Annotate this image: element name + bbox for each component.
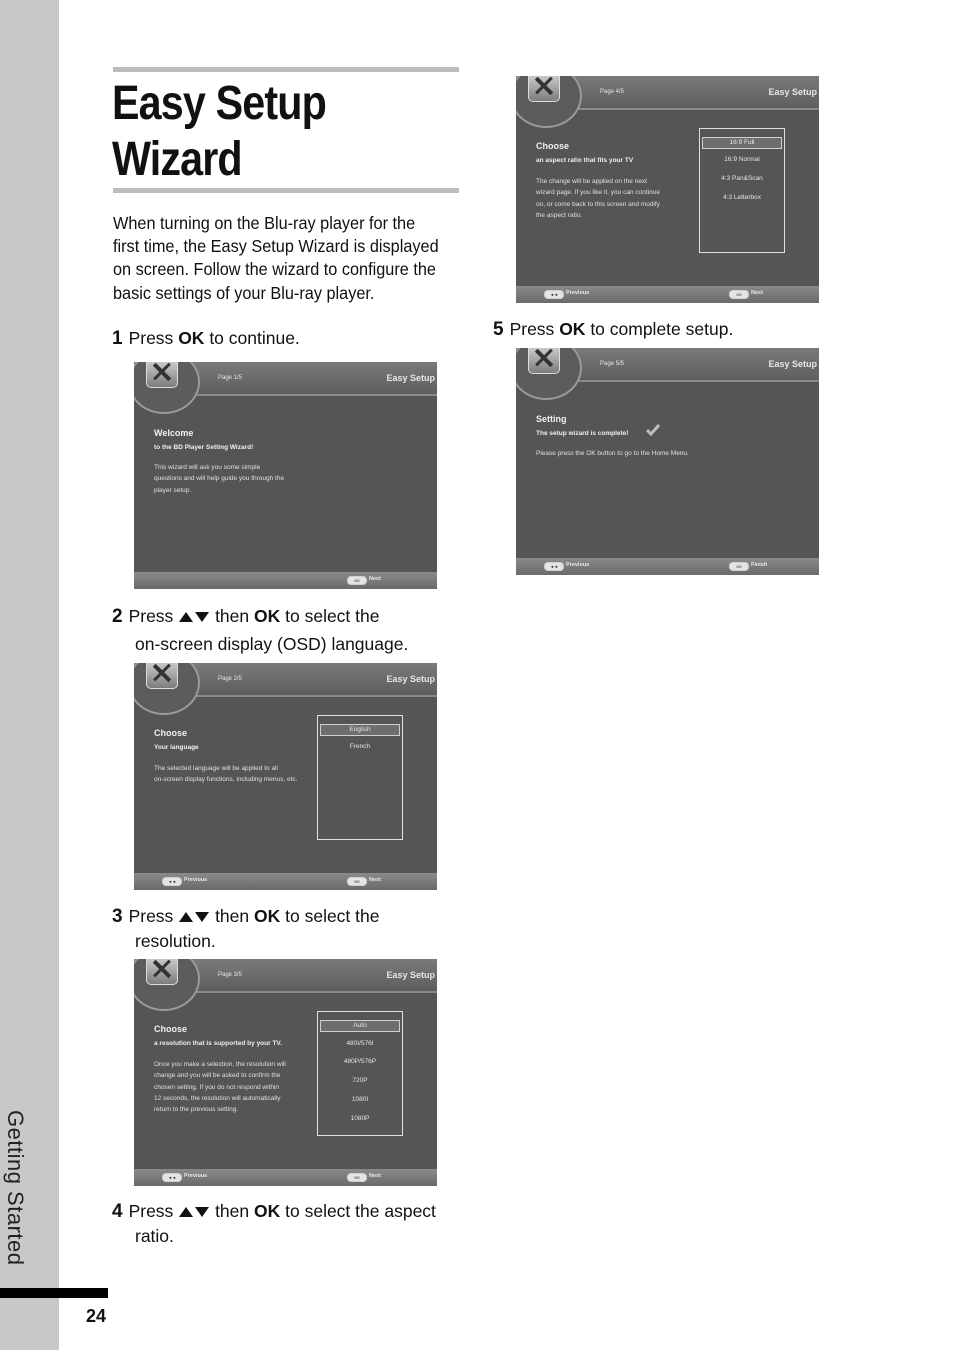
step-text: to continue. [209,328,300,348]
screen-heading: Choose [154,728,188,738]
ok-key-label: OK [254,606,281,626]
previous-button[interactable]: Previous [184,877,208,883]
step-number: 1 [112,328,123,349]
step-3 [112,904,380,953]
screen-body: The selected language will be applied to all on-screen display functions, including menus, etc. [154,765,298,784]
page-indicator: Page 5/5 [600,361,625,367]
ok-key-label: OK [254,1201,281,1221]
resolution-list[interactable] [317,1011,403,1136]
screen-title: Easy Setup [386,373,435,383]
screen-footer [134,572,437,589]
option-16-9-normal[interactable]: 16:9 Normal [724,156,760,163]
screen-body: The change will be applied on the next wizard page. If you like it, you can continue on, or come back to this screen and modify the aspect ratio. [536,178,660,219]
language-list[interactable] [317,715,403,840]
intro-line: basic settings of your Blu-ray player. [113,282,375,303]
step-text: on-screen display (OSD) language. [135,634,409,654]
screen-subheading: Your language [154,744,199,751]
screen-heading: Welcome [154,428,194,438]
setup-badge [134,959,200,1011]
title-rule-top [113,67,459,72]
down-arrow-icon [195,1207,209,1217]
up-arrow-icon [179,912,193,922]
down-arrow-icon [195,612,209,622]
screen-footer [134,873,437,890]
next-button[interactable]: Next [751,290,763,296]
previous-button[interactable]: Previous [566,562,590,568]
screen-welcome [134,362,437,589]
screen-complete [516,348,819,575]
next-button[interactable]: Next [369,1173,381,1179]
screen-aspect-ratio [516,76,819,303]
page-indicator: Page 4/5 [600,89,625,95]
next-button[interactable]: Next [369,877,381,883]
option-english[interactable]: English [320,724,400,736]
page-number: 24 [86,1306,107,1326]
prev-key-icon: ◄◄ [162,877,182,886]
setup-badge [516,76,582,128]
finish-button[interactable]: Finish [751,562,768,568]
previous-button[interactable]: Previous [184,1173,208,1179]
ok-key-label: OK [254,906,281,926]
title-line-1: Easy Setup [112,77,326,130]
tools-icon [146,362,178,388]
prev-key-icon: ◄◄ [544,562,564,571]
ok-key-label: OK [178,328,205,348]
previous-button[interactable]: Previous [566,290,590,296]
page-indicator: Page 3/5 [218,972,243,978]
title-rule-bottom [113,188,459,193]
step-number: 2 [112,606,123,627]
tools-icon [146,959,178,985]
setup-badge [134,663,200,715]
tools-icon [528,348,560,374]
screen-heading: Setting [536,414,567,424]
up-arrow-icon [179,1207,193,1217]
screen-title: Easy Setup [386,970,435,980]
step-text: Press [128,328,174,348]
option-auto[interactable]: Auto [320,1020,400,1032]
tools-icon [528,76,560,102]
ok-key-icon: OK [347,576,367,585]
step-text: Press [128,1201,174,1221]
prev-key-icon: ◄◄ [162,1173,182,1182]
ok-key-label: OK [559,319,586,339]
up-arrow-icon [179,612,193,622]
step-number: 3 [112,906,123,927]
step-5 [493,317,733,342]
intro-line: on screen. Follow the wizard to configure the [113,259,436,280]
screen-footer [516,558,819,575]
page-indicator: Page 1/5 [218,375,243,381]
step-text: then [215,906,250,926]
screen-subheading: an aspect ratio that fits your TV [536,157,634,164]
intro-line: When turning on the Blu-ray player for the [113,213,416,233]
step-text: to select the [285,906,380,926]
page-marker-bar [0,1288,108,1298]
screen-footer [516,286,819,303]
screen-heading: Choose [154,1024,188,1034]
down-arrow-icon [195,912,209,922]
option-480p[interactable]: 480P/576P [343,1058,377,1065]
title-line-2: Wizard [112,133,242,186]
screen-body: Once you make a selection, the resolution will change and you will be asked to confirm the chosen setting. If you do not respond within 12 seconds, the resolution will automatically return to the previous setting. [154,1061,286,1114]
option-480i[interactable]: 480I/576I [346,1040,374,1047]
screen-body: Please press the OK button to go to the Home Menu. [536,450,689,457]
screen-subheading: to the BD Player Setting Wizard! [154,444,254,451]
screen-body: This wizard will ask you some simple questions and will help guide you through the player setup. [154,464,285,494]
option-1080p[interactable]: 1080P [350,1115,370,1122]
ok-key-icon: OK [729,562,749,571]
step-text: resolution. [135,931,216,951]
ok-key-icon: OK [729,290,749,299]
next-button[interactable]: Next [369,576,381,582]
page-indicator: Page 2/5 [218,676,243,682]
screen-subheading: The setup wizard is complete! [536,430,629,437]
screen-heading: Choose [536,141,570,151]
option-french[interactable]: French [349,743,371,750]
ok-key-icon: OK [347,877,367,886]
screen-title: Easy Setup [768,87,817,97]
step-4 [112,1199,436,1248]
step-1 [112,326,300,351]
step-number: 5 [493,319,504,340]
intro-paragraph [113,212,466,305]
step-text: then [215,606,250,626]
step-text: Press [128,606,174,626]
ok-key-icon: OK [347,1173,367,1182]
step-text: ratio. [135,1226,174,1246]
step-text: to complete setup. [590,319,734,339]
setup-badge [516,348,582,400]
aspect-ratio-list[interactable] [699,128,785,253]
tools-icon [146,663,178,689]
step-2 [112,604,408,656]
setup-badge [134,362,200,414]
option-4-3-pan-scan[interactable]: 4:3 Pan&Scan [721,175,763,182]
step-number: 4 [112,1201,123,1222]
screen-footer [134,1169,437,1186]
option-720p[interactable]: 720P [352,1077,368,1084]
step-text: then [215,1201,250,1221]
screen-title: Easy Setup [386,674,435,684]
section-label: Getting Started [3,1110,28,1266]
step-text: Press [509,319,555,339]
page-title [112,76,326,188]
screen-subheading: a resolution that is supported by your TV. [154,1040,282,1047]
intro-line: first time, the Easy Setup Wizard is displayed [113,236,439,257]
option-1080i[interactable]: 1080I [351,1096,369,1103]
screen-title: Easy Setup [768,359,817,369]
step-text: to select the [285,606,380,626]
option-16-9-full[interactable]: 16:9 Full [702,137,782,149]
screen-language [134,663,437,890]
option-4-3-letterbox[interactable]: 4:3 Letterbox [723,194,761,201]
prev-key-icon: ◄◄ [544,290,564,299]
screen-resolution [134,959,437,1186]
checkmark-icon [646,424,660,436]
step-text: to select the aspect [285,1201,436,1221]
step-text: Press [128,906,174,926]
